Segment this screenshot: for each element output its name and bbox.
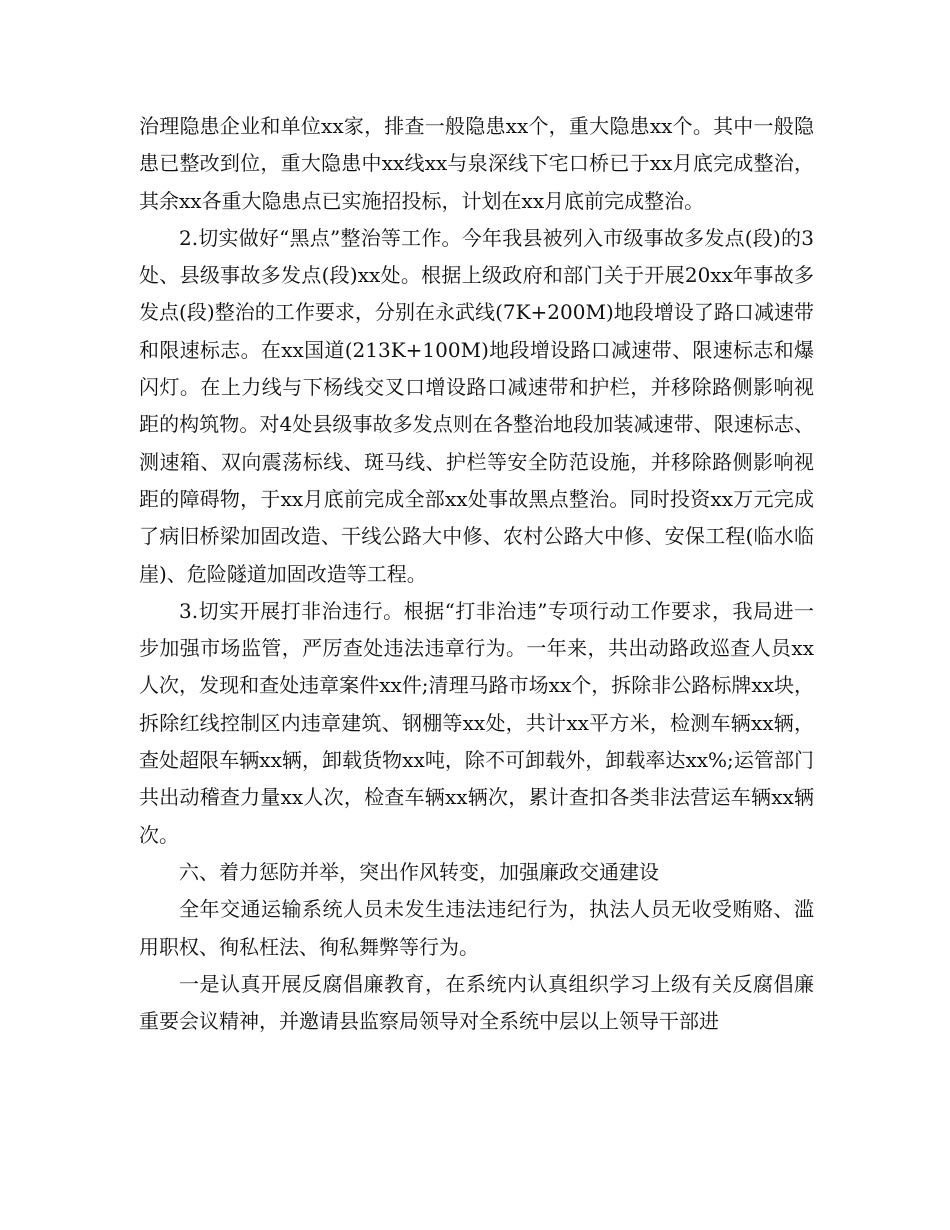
paragraph-anti-corruption-education: 一是认真开展反腐倡廉教育，在系统内认真组织学习上级有关反腐倡廉重要会议精神，并邀请县监察局领导对全系统中层以上领导干部进	[139, 971, 814, 1034]
section-heading-integrity: 六、着力惩防并举，突出作风转变，加强廉政交通建设	[179, 859, 659, 884]
paragraph-black-spot-remediation: 2.切实做好“黑点”整治等工作。今年我县被列入市级事故多发点(段)的3处、县级事故多发点(段)xx处。根据上级政府和部门关于开展20xx年事故多发点(段)整治的工作要求，分别在永武线(7K+200M)地段增设了路口减速带和限速标志。在xx国道(213K+100M)地段增设路口减速带、限速标志和爆闪灯。在上力线与下杨线交叉口增设路口减速带和护栏，并移除路侧影响视距的构筑物。对4处县级事故多发点则在各整治地段加装减速带、限速标志、测速箱、双向震荡标线、斑马线、护栏等安全防范设施，并移除路侧影响视距的障碍物，于xx月底前完成全部xx处事故黑点整治。同时投资xx万元完成了病旧桥梁加固改造、干线公路大中修、农村公路大中修、安保工程(临水临崖)、危险隧道加固改造等工程。	[139, 225, 814, 586]
paragraph-illegal-operations-crackdown: 3.切实开展打非治违行。根据“打非治违”专项行动工作要求，我局进一步加强市场监管，严厉查处违法违章行为。一年来，共出动路政巡查人员xx人次，发现和查处违章案件xx件;清理马路市场xx个，拆除非公路标牌xx块，拆除红线控制区内违章建筑、钢棚等xx处，共计xx平方米，检测车辆xx辆，查处超限车辆xx辆，卸载货物xx吨，除不可卸载外，卸载率达xx%;运管部门共出动稽查力量xx人次，检查车辆xx辆次，累计查扣各类非法营运车辆xx辆次。	[139, 598, 814, 847]
document-body	[139, 108, 814, 1040]
paragraph-no-violations: 全年交通运输系统人员未发生违法违纪行为，执法人员无收受贿赂、滥用职权、徇私枉法、徇私舞弊等行为。	[139, 897, 814, 959]
paragraph-hazard-summary: 治理隐患企业和单位xx家，排查一般隐患xx个，重大隐患xx个。其中一般隐患已整改到位，重大隐患中xx线xx与泉深线下宅口桥已于xx月底完成整治，其余xx各重大隐患点已实施招投标，计划在xx月底前完成整治。	[139, 114, 814, 213]
